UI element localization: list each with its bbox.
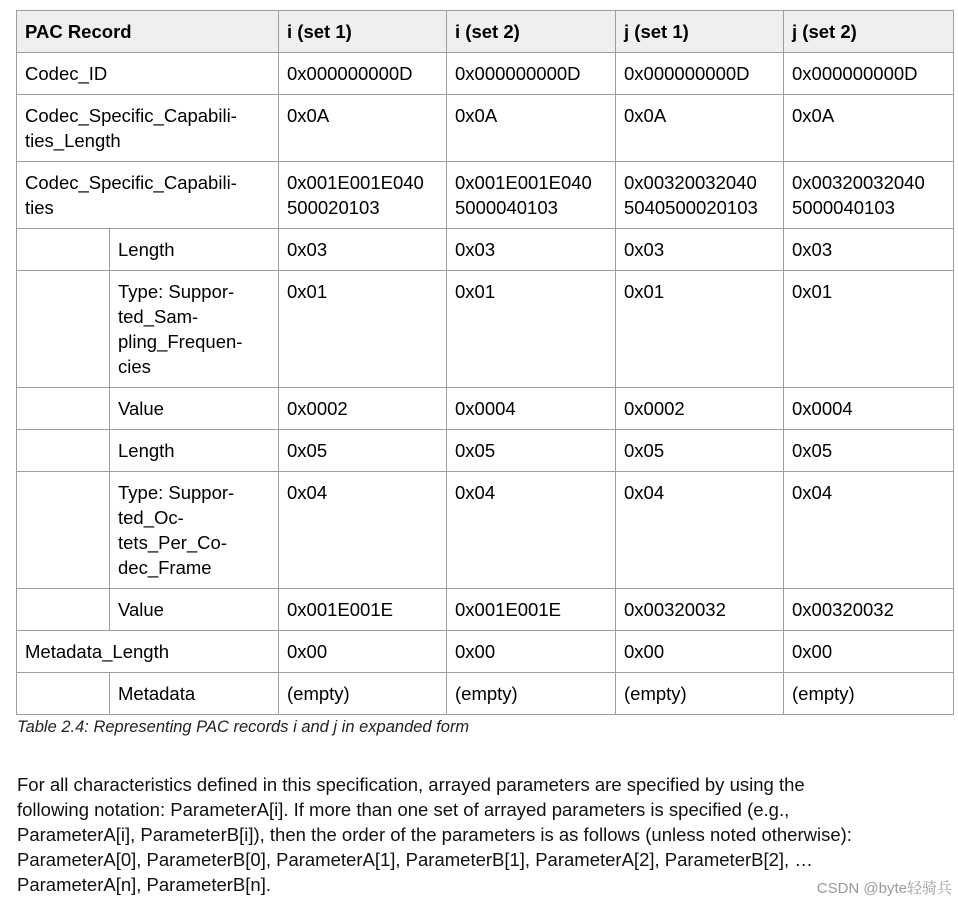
sub-row-label [110, 673, 279, 715]
value-cell: (empty) [616, 673, 784, 715]
paragraph-line: following notation: ParameterA[i]. If more than one set of arrayed parameters is specified (e.g., [17, 799, 790, 820]
sub-row-label [110, 589, 279, 631]
value-cell: 0x03 [447, 229, 616, 271]
value-cell: 0x01 [447, 271, 616, 388]
value-cell: 0x00 [447, 631, 616, 673]
value-cell: 0x0A [616, 95, 784, 162]
indent-cell [17, 472, 110, 589]
cell-line: 500020103 [287, 197, 380, 218]
value-cell: (empty) [447, 673, 616, 715]
indent-cell [17, 589, 110, 631]
value-cell: 0x0A [279, 95, 447, 162]
cell-line: Codec_ID [25, 63, 108, 84]
indent-cell [17, 229, 110, 271]
header-i-set-1: i (set 1) [279, 11, 447, 53]
cell-line: 0x001E001E040 [455, 172, 592, 193]
sub-row-label [110, 229, 279, 271]
indent-cell [17, 271, 110, 388]
table-row [17, 472, 954, 589]
value-cell: 0x00320032 [784, 589, 954, 631]
indent-cell [17, 388, 110, 430]
cell-line: cies [118, 356, 151, 377]
table-row [17, 95, 954, 162]
cell-line: ted_Sam- [118, 306, 199, 327]
header-j-set-1: j (set 1) [616, 11, 784, 53]
value-cell: 0x03 [279, 229, 447, 271]
cell-line: Value [118, 398, 164, 419]
cell-line: Codec_Specific_Capabili- [25, 172, 237, 193]
table-row [17, 53, 954, 95]
value-cell: 0x04 [447, 472, 616, 589]
value-cell: 0x00 [279, 631, 447, 673]
indent-cell [17, 673, 110, 715]
cell-line: tets_Per_Co- [118, 532, 227, 553]
value-cell: 0x0002 [616, 388, 784, 430]
value-cell: 0x01 [279, 271, 447, 388]
value-cell: 0x05 [279, 430, 447, 472]
sub-row-label [110, 271, 279, 388]
cell-line: ted_Oc- [118, 507, 184, 528]
value-cell: 0x01 [784, 271, 954, 388]
cell-line: Type: Suppor- [118, 482, 235, 503]
paragraph-line: For all characteristics defined in this specification, arrayed parameters are specified by using the [17, 774, 805, 795]
row-label [17, 53, 279, 95]
table-caption: Table 2.4: Representing PAC records i and j in expanded form [17, 718, 470, 736]
row-label [17, 95, 279, 162]
table-row [17, 589, 954, 631]
value-cell [447, 162, 616, 229]
cell-line: ties [25, 197, 54, 218]
value-cell: 0x000000000D [447, 53, 616, 95]
value-cell [616, 162, 784, 229]
value-cell: 0x01 [616, 271, 784, 388]
cell-line: Codec_Specific_Capabili- [25, 105, 237, 126]
pac-record-table [16, 10, 954, 715]
cell-line: ties_Length [25, 130, 121, 151]
value-cell: 0x04 [616, 472, 784, 589]
table-row [17, 673, 954, 715]
value-cell: 0x0A [447, 95, 616, 162]
value-cell: 0x00320032 [616, 589, 784, 631]
value-cell: (empty) [279, 673, 447, 715]
paragraph-line: ParameterA[0], ParameterB[0], ParameterA[1], ParameterB[1], ParameterA[2], ParameterB[2], … [17, 849, 813, 870]
value-cell: 0x0004 [784, 388, 954, 430]
value-cell: 0x001E001E [279, 589, 447, 631]
value-cell: (empty) [784, 673, 954, 715]
cell-line: 5000040103 [455, 197, 558, 218]
sub-row-label [110, 430, 279, 472]
cell-line: 0x001E001E040 [287, 172, 424, 193]
value-cell: 0x05 [784, 430, 954, 472]
row-label [17, 631, 279, 673]
cell-line: Metadata_Length [25, 641, 170, 662]
value-cell: 0x000000000D [279, 53, 447, 95]
table-row [17, 631, 954, 673]
value-cell: 0x0002 [279, 388, 447, 430]
table-row [17, 162, 954, 229]
cell-line: Length [118, 239, 175, 260]
value-cell: 0x00 [784, 631, 954, 673]
table-row [17, 430, 954, 472]
cell-line: 0x00320032040 [792, 172, 925, 193]
sub-row-label [110, 388, 279, 430]
cell-line: Type: Suppor- [118, 281, 235, 302]
table-row [17, 388, 954, 430]
cell-line: Length [118, 440, 175, 461]
value-cell: 0x000000000D [784, 53, 954, 95]
value-cell: 0x05 [447, 430, 616, 472]
notation-paragraph [17, 772, 947, 897]
value-cell [279, 162, 447, 229]
value-cell: 0x000000000D [616, 53, 784, 95]
cell-line: 0x00320032040 [624, 172, 757, 193]
cell-line: pling_Frequen- [118, 331, 243, 352]
value-cell: 0x0004 [447, 388, 616, 430]
csdn-watermark: CSDN @byte轻骑兵 [816, 880, 952, 897]
header-i-set-2: i (set 2) [447, 11, 616, 53]
paragraph-line: ParameterA[n], ParameterB[n]. [17, 874, 271, 895]
cell-line: Metadata [118, 683, 196, 704]
cell-line: 5040500020103 [624, 197, 758, 218]
value-cell: 0x03 [784, 229, 954, 271]
sub-row-label [110, 472, 279, 589]
table-header-row [17, 11, 954, 53]
value-cell [784, 162, 954, 229]
value-cell: 0x0A [784, 95, 954, 162]
indent-cell [17, 430, 110, 472]
paragraph-line: ParameterA[i], ParameterB[i]), then the order of the parameters is as follows (unless noted otherwise): [17, 824, 852, 845]
value-cell: 0x00 [616, 631, 784, 673]
table-row [17, 229, 954, 271]
value-cell: 0x05 [616, 430, 784, 472]
cell-line: Value [118, 599, 164, 620]
header-pac-record: PAC Record [17, 11, 279, 53]
table-row [17, 271, 954, 388]
value-cell: 0x001E001E [447, 589, 616, 631]
row-label [17, 162, 279, 229]
value-cell: 0x03 [616, 229, 784, 271]
cell-line: 5000040103 [792, 197, 895, 218]
cell-line: dec_Frame [118, 557, 212, 578]
value-cell: 0x04 [279, 472, 447, 589]
header-j-set-2: j (set 2) [784, 11, 954, 53]
value-cell: 0x04 [784, 472, 954, 589]
